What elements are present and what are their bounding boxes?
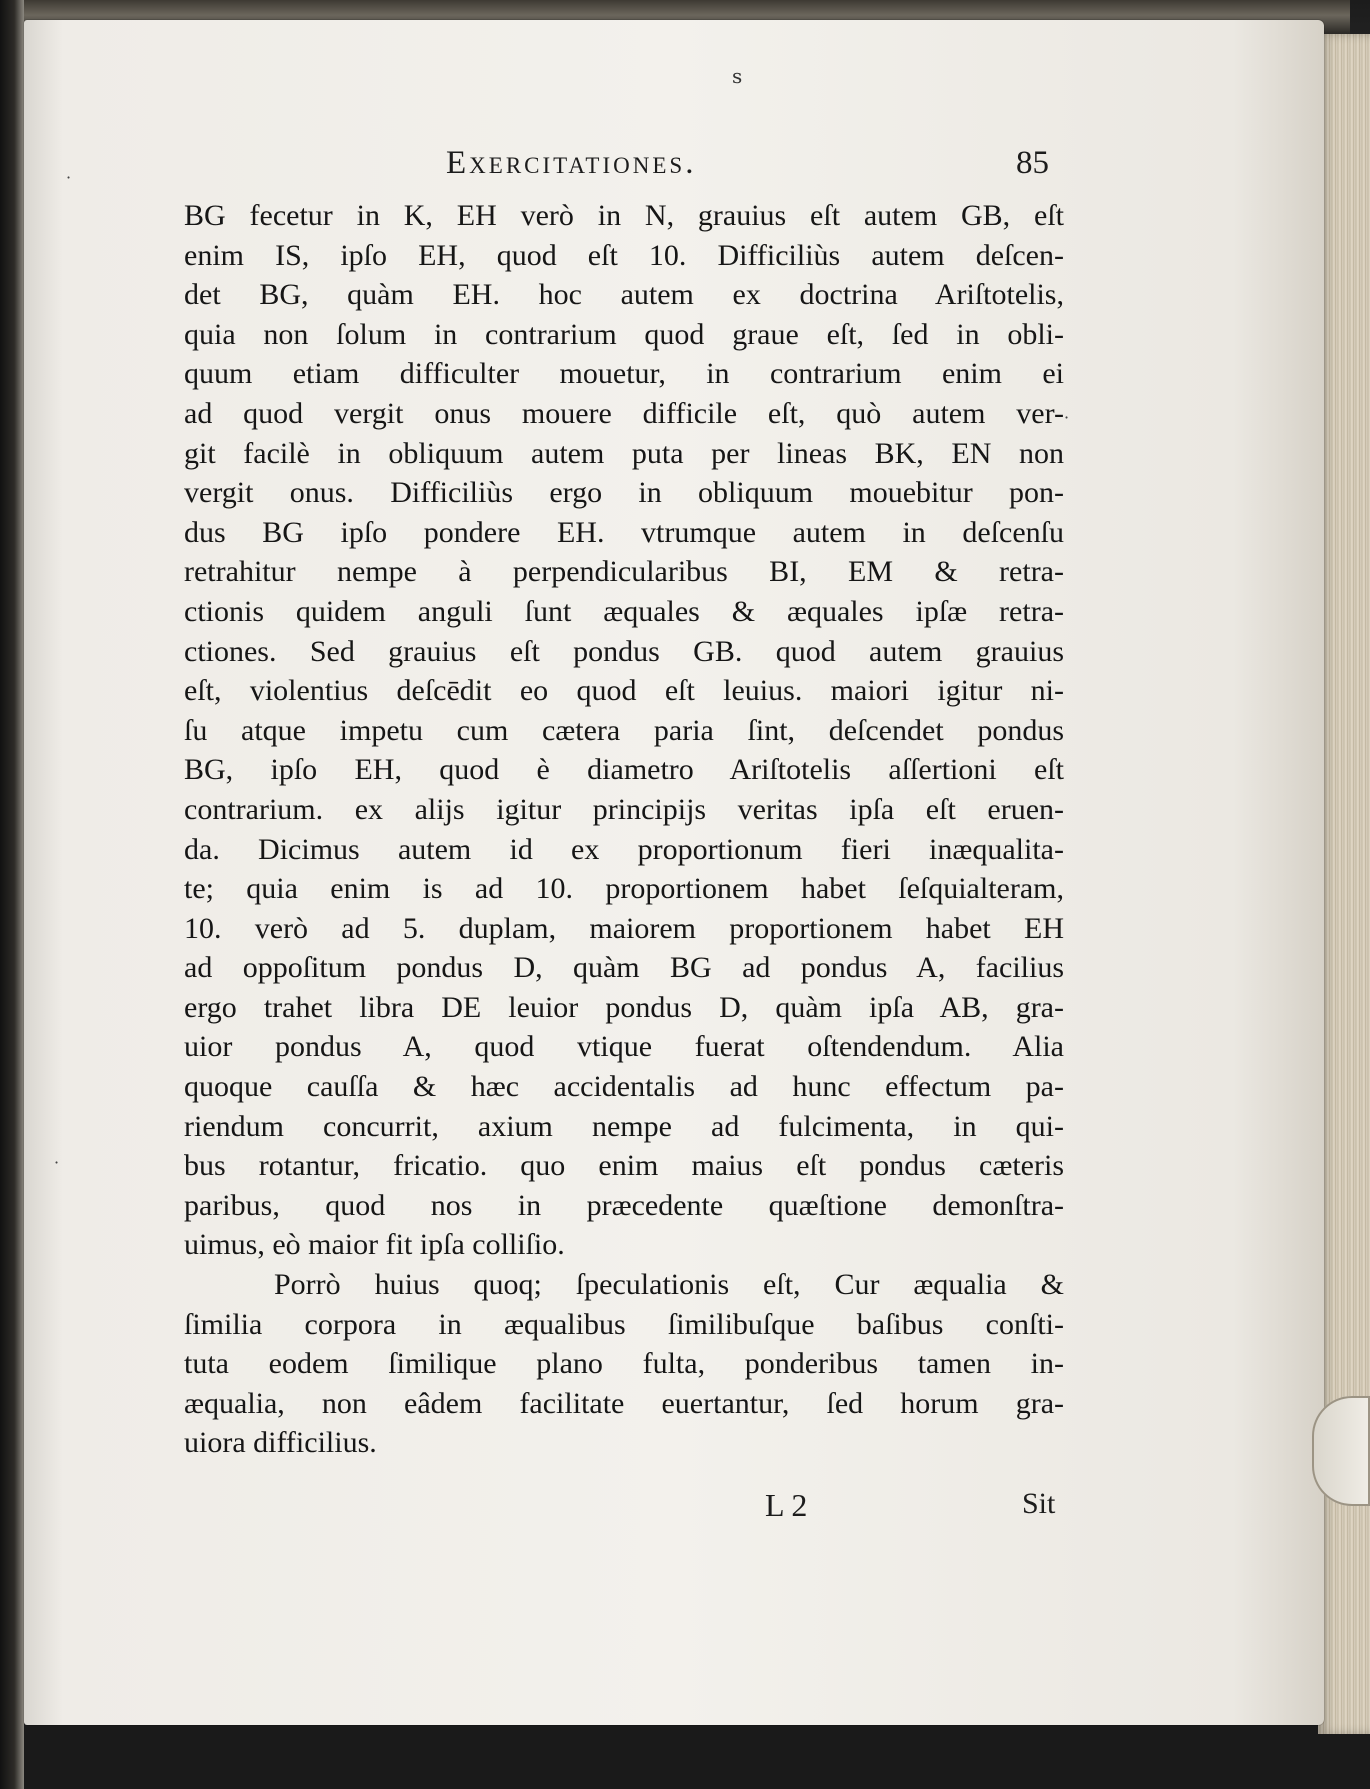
text-line: quia non ſolum in contrarium quod graue eſt, ſed in obli- [184,317,1064,351]
ink-speck: · [66,168,72,187]
text-line: ctiones. Sed grauius eſt pondus GB. quod autem grauius [184,634,1064,668]
text-line: æqualia, non eâdem facilitate euertantur, ſed horum gra- [184,1386,1064,1420]
book-page [24,20,1324,1725]
text-line: 10. verò ad 5. duplam, maiorem proportionem habet EH [184,911,1064,945]
text-line: ſimilia corpora in æqualibus ſimilibuſque baſibus conſti- [184,1307,1064,1341]
text-line: enim IS, ipſo EH, quod eſt 10. Difficiliùs autem deſcen- [184,238,1064,272]
body-text [184,196,1064,1463]
page-clip [1312,1396,1370,1506]
text-line: uiora difficilius. [184,1426,377,1460]
running-head: Exercitationes. [446,145,697,181]
ink-speck: · [1064,408,1070,427]
text-line: det BG, quàm EH. hoc autem ex doctrina Ariſtotelis, [184,278,1064,312]
signature-mark-top: s [732,64,743,88]
text-line: Porrò huius quoq; ſpeculationis eſt, Cur æqualia & [274,1268,1064,1302]
text-line: BG, ipſo EH, quod è diametro Ariſtotelis aſſertioni eſt [184,753,1064,787]
text-line: ad quod vergit onus mouere difficile eſt, quò autem ver- [184,396,1064,430]
text-line: ergo trahet libra DE leuior pondus D, quàm ipſa AB, gra- [184,990,1064,1024]
text-line: da. Dicimus autem id ex proportionum fieri inæqualita- [184,832,1064,866]
text-line: ctionis quidem anguli ſunt æquales & æquales ipſæ retra- [184,594,1064,628]
text-line: BG fecetur in K, EH verò in N, grauius eſt autem GB, eſt [184,199,1064,232]
text-line: ad oppoſitum pondus D, quàm BG ad pondus A, facilius [184,951,1064,985]
text-line: retrahitur nempe à perpendicularibus BI, EM & retra- [184,555,1064,589]
text-line: paribus, quod nos in præcedente quæſtione demonſtra- [184,1188,1064,1222]
text-line: eſt, violentius deſcēdit eo quod eſt leuius. maiori igitur ni- [184,674,1064,708]
catchword: Sit [1022,1487,1056,1520]
text-line: uior pondus A, quod vtique fuerat oſtendendum. Alia [184,1030,1064,1064]
text-line: contrarium. ex alijs igitur principijs veritas ipſa eſt eruen- [184,792,1064,826]
text-line: vergit onus. Difficiliùs ergo in obliquum mouebitur pon- [184,476,1064,510]
text-line: quum etiam difficulter mouetur, in contrarium enim ei [184,357,1064,391]
text-line: ſu atque impetu cum cætera paria ſint, deſcendet pondus [184,713,1064,747]
ink-speck: · [54,1153,60,1172]
book-spine-edge [0,0,24,1789]
text-line: dus BG ipſo pondere EH. vtrumque autem in deſcenſu [184,515,1064,549]
text-line: bus rotantur, fricatio. quo enim maius eſt pondus cæteris [184,1149,1064,1183]
text-line: tuta eodem ſimilique plano fulta, ponderibus tamen in- [184,1347,1064,1381]
text-line: te; quia enim is ad 10. proportionem habet ſeſquialteram, [184,872,1064,906]
text-line: quoque cauſſa & hæc accidentalis ad hunc effectum pa- [184,1070,1064,1104]
text-line: git facilè in obliquum autem puta per lineas BK, EN non [184,436,1064,470]
page-number: 85 [1016,145,1049,181]
text-line: uimus, eò maior fit ipſa colliſio. [184,1228,565,1262]
text-line: riendum concurrit, axium nempe ad fulcimenta, in qui- [184,1109,1064,1143]
signature-mark: L 2 [765,1487,808,1523]
